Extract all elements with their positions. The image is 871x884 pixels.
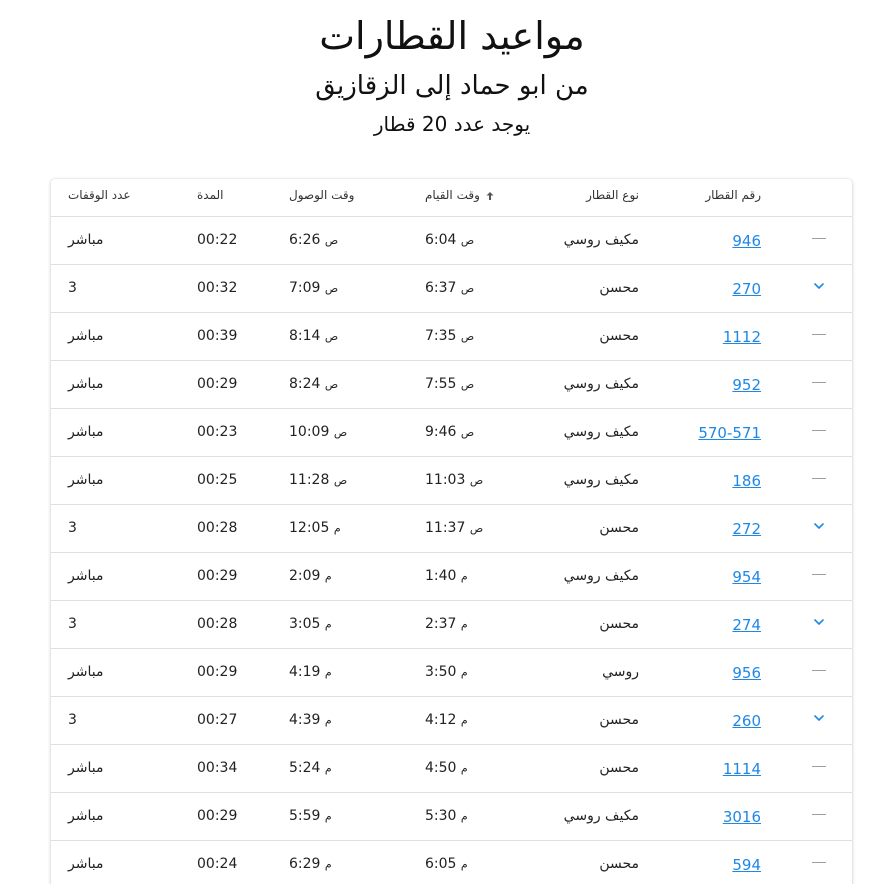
col-header-stops[interactable]: عدد الوقفات bbox=[68, 188, 131, 202]
departure-time: 9:46 bbox=[425, 424, 457, 440]
dash-icon bbox=[810, 232, 828, 248]
train-count: يوجد عدد 20 قطار bbox=[373, 112, 531, 136]
train-type-cell: روسي bbox=[602, 664, 639, 680]
arrival-period: م bbox=[324, 858, 332, 871]
arrival-cell bbox=[289, 760, 335, 776]
table-row[interactable] bbox=[51, 313, 852, 361]
table-row[interactable] bbox=[51, 409, 852, 457]
chevron-down-icon[interactable] bbox=[810, 712, 828, 730]
departure-period: م bbox=[460, 714, 468, 727]
departure-time: 11:37 bbox=[425, 520, 466, 536]
arrival-cell bbox=[289, 712, 335, 728]
duration-cell: 00:34 bbox=[197, 760, 238, 776]
arrival-time: 8:24 bbox=[289, 376, 321, 392]
dash-icon bbox=[810, 760, 828, 776]
train-number-link[interactable]: 954 bbox=[732, 568, 761, 586]
arrival-cell bbox=[289, 520, 344, 536]
chevron-down-icon[interactable] bbox=[810, 520, 828, 538]
stops-cell: 3 bbox=[68, 280, 77, 296]
train-type-cell: محسن bbox=[599, 520, 639, 536]
departure-time: 6:37 bbox=[425, 280, 457, 296]
arrival-period: م bbox=[324, 762, 332, 775]
train-type-cell: محسن bbox=[599, 712, 639, 728]
train-number-link[interactable]: 3016 bbox=[722, 808, 761, 826]
stops-cell: مباشر bbox=[68, 856, 104, 872]
arrival-time: 5:59 bbox=[289, 808, 321, 824]
departure-time: 6:04 bbox=[425, 232, 457, 248]
arrival-period: ص bbox=[333, 474, 348, 487]
arrival-time: 12:05 bbox=[289, 520, 330, 536]
arrival-period: م bbox=[324, 570, 332, 583]
arrival-time: 4:39 bbox=[289, 712, 321, 728]
arrival-cell bbox=[289, 568, 335, 584]
stops-cell: مباشر bbox=[68, 808, 104, 824]
departure-period: م bbox=[460, 570, 468, 583]
departure-cell bbox=[425, 808, 471, 824]
departure-time: 6:05 bbox=[425, 856, 457, 872]
train-number-link[interactable]: 952 bbox=[732, 376, 761, 394]
train-number-link[interactable]: 594 bbox=[732, 856, 761, 874]
departure-cell bbox=[425, 376, 477, 392]
table-row[interactable] bbox=[51, 745, 852, 793]
arrival-time: 8:14 bbox=[289, 328, 321, 344]
table-row[interactable] bbox=[51, 265, 852, 313]
arrival-cell bbox=[289, 328, 341, 344]
route-subtitle: من ابو حماد إلى الزقازيق bbox=[315, 71, 589, 101]
duration-cell: 00:28 bbox=[197, 520, 238, 536]
arrival-time: 4:19 bbox=[289, 664, 321, 680]
train-type-cell: مكيف روسي bbox=[563, 808, 639, 824]
departure-cell bbox=[425, 856, 471, 872]
stops-cell: 3 bbox=[68, 712, 77, 728]
arrival-period: م bbox=[324, 714, 332, 727]
chevron-down-icon[interactable] bbox=[810, 616, 828, 634]
train-number-link[interactable]: 946 bbox=[732, 232, 761, 250]
train-type-cell: مكيف روسي bbox=[563, 472, 639, 488]
departure-cell bbox=[425, 760, 471, 776]
arrival-time: 6:26 bbox=[289, 232, 321, 248]
departure-period: م bbox=[460, 666, 468, 679]
departure-cell bbox=[425, 712, 471, 728]
departure-cell bbox=[425, 520, 486, 536]
train-number-link[interactable]: 260 bbox=[732, 712, 761, 730]
arrival-period: ص bbox=[333, 426, 348, 439]
train-type-cell: مكيف روسي bbox=[563, 376, 639, 392]
col-header-duration[interactable]: المدة bbox=[197, 188, 224, 202]
schedule-table bbox=[51, 179, 852, 884]
arrival-period: ص bbox=[324, 234, 339, 247]
departure-time: 3:50 bbox=[425, 664, 457, 680]
stops-cell: 3 bbox=[68, 520, 77, 536]
duration-cell: 00:23 bbox=[197, 424, 238, 440]
arrival-period: م bbox=[324, 666, 332, 679]
arrival-cell bbox=[289, 808, 335, 824]
departure-period: م bbox=[460, 810, 468, 823]
stops-cell: 3 bbox=[68, 616, 77, 632]
departure-cell bbox=[425, 280, 477, 296]
departure-period: ص bbox=[460, 330, 475, 343]
departure-cell bbox=[425, 664, 471, 680]
table-header bbox=[51, 179, 852, 217]
table-row[interactable] bbox=[51, 361, 852, 409]
train-number-link[interactable]: 956 bbox=[732, 664, 761, 682]
train-number-link[interactable]: 1114 bbox=[722, 760, 761, 778]
dash-icon bbox=[810, 472, 828, 488]
train-type-cell: محسن bbox=[599, 856, 639, 872]
stops-cell: مباشر bbox=[68, 232, 104, 248]
arrival-cell bbox=[289, 376, 341, 392]
arrival-time: 2:09 bbox=[289, 568, 321, 584]
train-number-link[interactable]: 186 bbox=[732, 472, 761, 490]
stops-cell: مباشر bbox=[68, 376, 104, 392]
dash-icon bbox=[810, 856, 828, 872]
departure-cell bbox=[425, 472, 486, 488]
col-header-departure-label: وقت القيام bbox=[425, 188, 480, 202]
duration-cell: 00:24 bbox=[197, 856, 238, 872]
arrival-cell bbox=[289, 472, 350, 488]
dash-icon bbox=[810, 376, 828, 392]
departure-period: ص bbox=[460, 426, 475, 439]
departure-time: 7:35 bbox=[425, 328, 457, 344]
table-row[interactable] bbox=[51, 649, 852, 697]
arrival-period: ص bbox=[324, 282, 339, 295]
duration-cell: 00:22 bbox=[197, 232, 238, 248]
duration-cell: 00:39 bbox=[197, 328, 238, 344]
duration-cell: 00:25 bbox=[197, 472, 238, 488]
arrival-cell bbox=[289, 280, 341, 296]
table-row[interactable] bbox=[51, 841, 852, 884]
train-type-cell: محسن bbox=[599, 616, 639, 632]
arrival-time: 11:28 bbox=[289, 472, 330, 488]
departure-cell bbox=[425, 616, 471, 632]
departure-period: ص bbox=[460, 378, 475, 391]
duration-cell: 00:29 bbox=[197, 664, 238, 680]
departure-time: 1:40 bbox=[425, 568, 457, 584]
dash-icon bbox=[810, 424, 828, 440]
stops-cell: مباشر bbox=[68, 568, 104, 584]
dash-icon bbox=[810, 664, 828, 680]
arrival-period: م bbox=[324, 618, 332, 631]
table-body bbox=[51, 217, 852, 884]
departure-cell bbox=[425, 424, 477, 440]
arrival-time: 3:05 bbox=[289, 616, 321, 632]
arrival-cell bbox=[289, 616, 335, 632]
chevron-down-icon[interactable] bbox=[810, 280, 828, 298]
table-row[interactable] bbox=[51, 457, 852, 505]
duration-cell: 00:27 bbox=[197, 712, 238, 728]
duration-cell: 00:29 bbox=[197, 376, 238, 392]
stops-cell: مباشر bbox=[68, 664, 104, 680]
train-type-cell: مكيف روسي bbox=[563, 568, 639, 584]
col-header-number[interactable]: رقم القطار bbox=[705, 188, 761, 202]
departure-cell bbox=[425, 328, 477, 344]
table-row[interactable] bbox=[51, 697, 852, 745]
departure-time: 5:30 bbox=[425, 808, 457, 824]
departure-cell bbox=[425, 232, 477, 248]
arrival-cell bbox=[289, 856, 335, 872]
stops-cell: مباشر bbox=[68, 328, 104, 344]
train-type-cell: محسن bbox=[599, 280, 639, 296]
arrival-time: 7:09 bbox=[289, 280, 321, 296]
duration-cell: 00:28 bbox=[197, 616, 238, 632]
arrival-period: ص bbox=[324, 378, 339, 391]
arrival-period: م bbox=[324, 810, 332, 823]
departure-period: م bbox=[460, 618, 468, 631]
arrival-time: 10:09 bbox=[289, 424, 330, 440]
duration-cell: 00:29 bbox=[197, 568, 238, 584]
page-title: مواعيد القطارات bbox=[319, 14, 585, 58]
dash-icon bbox=[810, 568, 828, 584]
train-number-link[interactable]: 570-571 bbox=[698, 424, 761, 442]
train-type-cell: محسن bbox=[599, 328, 639, 344]
table-row[interactable] bbox=[51, 217, 852, 265]
departure-period: م bbox=[460, 858, 468, 871]
table-row[interactable] bbox=[51, 793, 852, 841]
col-header-arrival[interactable]: وقت الوصول bbox=[289, 188, 355, 202]
train-number-link[interactable]: 274 bbox=[732, 616, 761, 634]
arrival-period: م bbox=[333, 522, 341, 535]
stops-cell: مباشر bbox=[68, 760, 104, 776]
duration-cell: 00:29 bbox=[197, 808, 238, 824]
table-row[interactable] bbox=[51, 553, 852, 601]
dash-icon bbox=[810, 808, 828, 824]
train-number-link[interactable]: 270 bbox=[732, 280, 761, 298]
arrival-time: 5:24 bbox=[289, 760, 321, 776]
train-type-cell: مكيف روسي bbox=[563, 424, 639, 440]
departure-time: 4:50 bbox=[425, 760, 457, 776]
table-row[interactable] bbox=[51, 601, 852, 649]
stops-cell: مباشر bbox=[68, 472, 104, 488]
departure-period: م bbox=[460, 762, 468, 775]
arrival-time: 6:29 bbox=[289, 856, 321, 872]
departure-time: 7:55 bbox=[425, 376, 457, 392]
departure-period: ص bbox=[460, 282, 475, 295]
arrival-cell bbox=[289, 232, 341, 248]
stops-cell: مباشر bbox=[68, 424, 104, 440]
dash-icon bbox=[810, 328, 828, 344]
duration-cell: 00:32 bbox=[197, 280, 238, 296]
departure-time: 2:37 bbox=[425, 616, 457, 632]
departure-time: 11:03 bbox=[425, 472, 466, 488]
train-type-cell: مكيف روسي bbox=[563, 232, 639, 248]
departure-cell bbox=[425, 568, 471, 584]
departure-period: ص bbox=[469, 522, 484, 535]
departure-period: ص bbox=[460, 234, 475, 247]
col-header-departure[interactable] bbox=[425, 188, 496, 202]
col-header-type[interactable]: نوع القطار bbox=[586, 188, 639, 202]
departure-time: 4:12 bbox=[425, 712, 457, 728]
departure-period: ص bbox=[469, 474, 484, 487]
arrival-cell bbox=[289, 424, 350, 440]
train-type-cell: محسن bbox=[599, 760, 639, 776]
train-number-link[interactable]: 1112 bbox=[722, 328, 761, 346]
table-row[interactable] bbox=[51, 505, 852, 553]
arrow-up-icon[interactable] bbox=[484, 190, 496, 202]
arrival-cell bbox=[289, 664, 335, 680]
arrival-period: ص bbox=[324, 330, 339, 343]
train-number-link[interactable]: 272 bbox=[732, 520, 761, 538]
